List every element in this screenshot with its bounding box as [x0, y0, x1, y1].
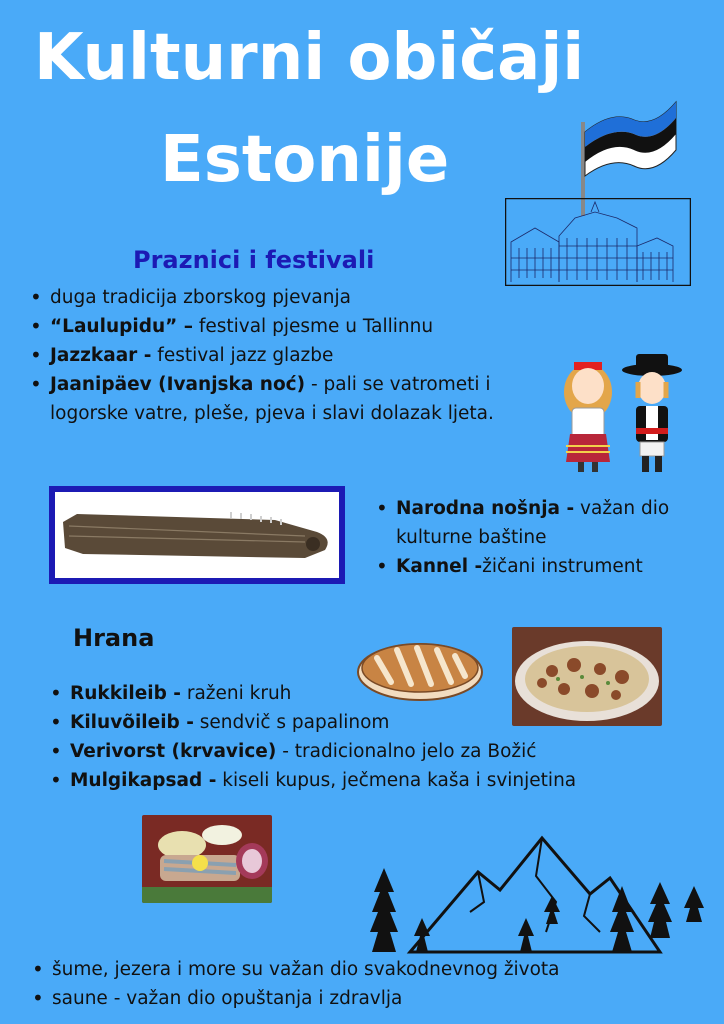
list-item: • Rukkileib - raženi kruh [50, 679, 576, 708]
kannel-icon [55, 492, 339, 578]
fish-sandwich-icon [142, 815, 272, 903]
food-list [50, 679, 576, 795]
festivals-list [30, 283, 494, 428]
page-title-line1: Kulturni običaji [34, 21, 585, 95]
list-item: • “Laulupidu” – festival pjesme u Tallinnu [30, 312, 494, 341]
list-item: • saune - važan dio opuštanja i zdravlja [32, 984, 560, 1013]
food-heading: Hrana [73, 624, 155, 652]
list-item: • šume, jezera i more su važan dio svakodnevnog života [32, 955, 560, 984]
festivals-heading: Praznici i festivali [133, 246, 375, 274]
kannel-image-frame [49, 486, 345, 584]
page-title-line2: Estonije [160, 123, 450, 197]
nature-list [32, 955, 560, 1013]
list-item: • Jaanipäev (Ivanjska noć) - pali se vatrometi i logorske vatre, pleše, pjeva i slavi dolazak ljeta. [30, 370, 494, 428]
list-item: • Kannel -žičani instrument [376, 552, 669, 581]
castle-drawing-icon [505, 198, 691, 286]
folk-children-icon [556, 352, 688, 474]
list-item: • duga tradicija zborskog pjevanja [30, 283, 494, 312]
list-item: • Verivorst (krvavice) - tradicionalno jelo za Božić [50, 737, 576, 766]
list-item: • Narodna nošnja - važan dio kulturne baštine [376, 494, 669, 552]
culture-list [376, 494, 669, 581]
list-item: • Jazzkaar - festival jazz glazbe [30, 341, 494, 370]
list-item: • Mulgikapsad - kiseli kupus, ječmena kaša i svinjetina [50, 766, 576, 795]
mountains-icon [360, 832, 712, 954]
list-item: • Kiluvõileib - sendvič s papalinom [50, 708, 576, 737]
